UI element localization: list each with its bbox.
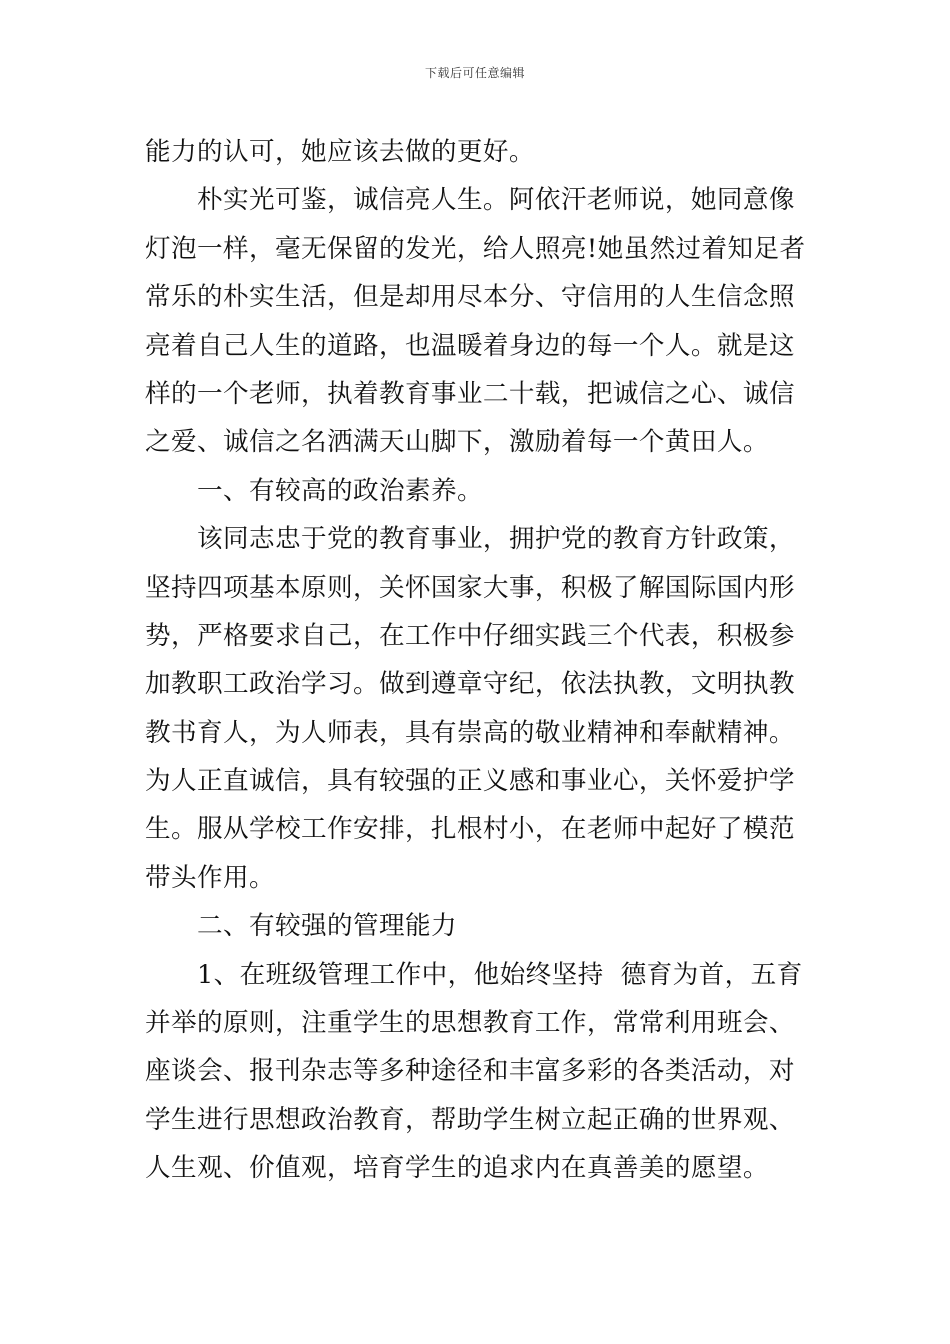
text-line: 人生观、价值观，培育学生的追求内在真善美的愿望。 [145,1153,769,1184]
text-line: 势，严格要求自己，在工作中仔细实践三个代表，积极参 [145,620,795,651]
text-line: 1、在班级管理工作中，他始终坚持 德育为首，五育 [197,959,803,990]
text-line: 朴实光可鉴，诚信亮人生。阿依汗老师说，她同意像 [197,185,795,216]
text-line: 带头作用。 [145,862,275,893]
section-heading: 二、有较强的管理能力 [197,911,457,942]
text-line: 学生进行思想政治教育，帮助学生树立起正确的世界观、 [145,1104,795,1135]
document-body [145,128,815,1193]
text-line: 教书育人，为人师表，具有崇高的敬业精神和奉献精神。 [145,717,795,748]
text-line: 坚持四项基本原则，关怀国家大事，积极了解国际国内形 [145,572,795,603]
section-heading: 一、有较高的政治素养。 [197,475,483,506]
page-header: 下载后可任意编辑 [424,66,525,80]
text-line: 常乐的朴实生活，但是却用尽本分、守信用的人生信念照 [145,282,795,313]
text-line: 能力的认可，她应该去做的更好。 [145,137,535,167]
text-line: 该同志忠于党的教育事业，拥护党的教育方针政策， [197,524,795,555]
text-line: 并举的原则，注重学生的思想教育工作，常常利用班会、 [145,1008,795,1039]
text-line: 生。服从学校工作安排，扎根村小，在老师中起好了模范 [145,814,795,845]
text-line: 加教职工政治学习。做到遵章守纪，依法执教，文明执教 [145,669,795,700]
text-line: 灯泡一样，毫无保留的发光，给人照亮!她虽然过着知足者 [145,233,806,264]
text-line: 样的一个老师，执着教育事业二十载，把诚信之心、诚信 [145,378,795,409]
text-line: 座谈会、报刊杂志等多种途径和丰富多彩的各类活动，对 [145,1056,795,1087]
text-line: 之爱、诚信之名洒满天山脚下，激励着每一个黄田人。 [145,427,769,458]
text-line: 为人正直诚信，具有较强的正义感和事业心，关怀爱护学 [145,766,795,797]
text-line: 亮着自己人生的道路，也温暖着身边的每一个人。就是这 [145,330,795,361]
